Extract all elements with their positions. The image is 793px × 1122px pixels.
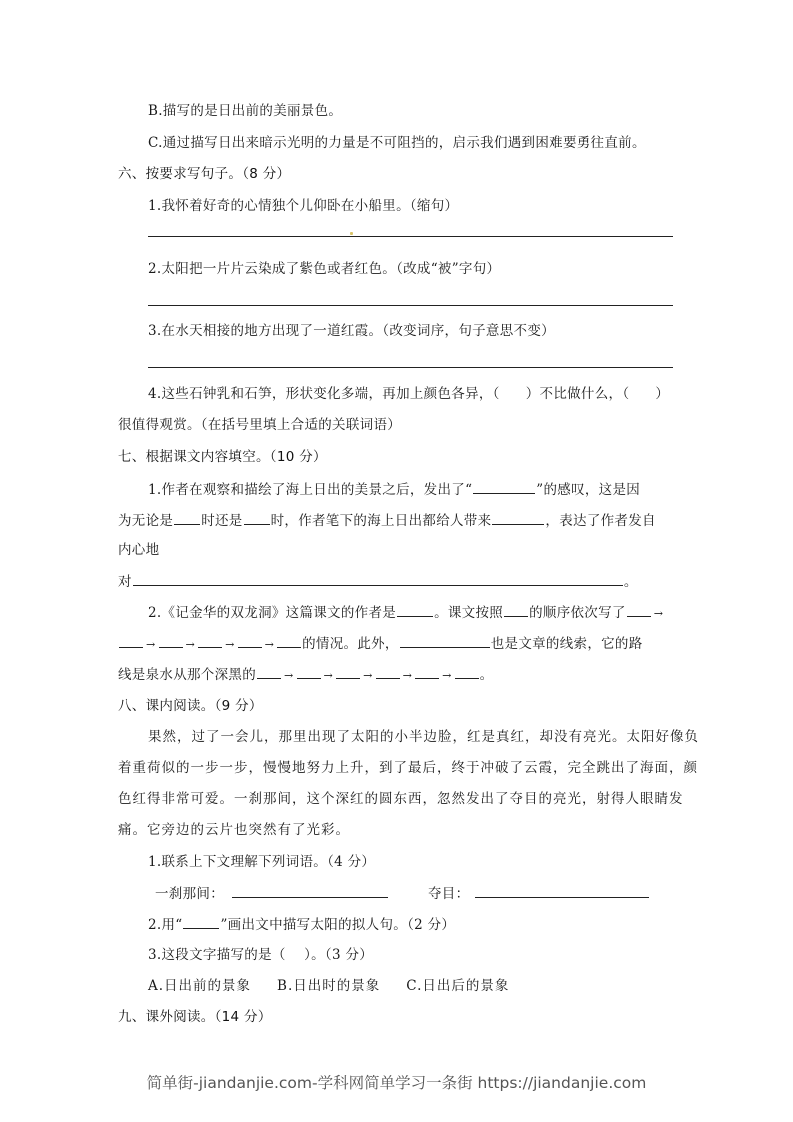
s7-q1-text-c: 为无论是 xyxy=(118,513,174,529)
s7-q2-text-g: 。 xyxy=(479,667,494,683)
arrow-icon: → xyxy=(284,669,294,682)
blank-route-4[interactable] xyxy=(376,665,400,679)
passage-line-3: 色红得非常可爱。一刹那间，这个深红的圆东西，忽然发出了夺目的亮光，射得人眼睛发 xyxy=(118,791,684,807)
passage-line-4: 痛。它旁边的云片也突然有了光彩。 xyxy=(118,822,350,838)
s8-q2-text-a: 2.用“ xyxy=(148,917,183,933)
blank-seq-4[interactable] xyxy=(198,634,222,648)
arrow-icon: → xyxy=(225,638,235,651)
s7-q1-text-a: 1.作者在观察和描绘了海上日出的美景之后，发出了“ xyxy=(148,482,473,498)
s6-item-4-line2: 很值得观赏。（在括号里填上合适的关联词语） xyxy=(118,417,402,433)
s7-q1-text-b: ”的感叹，这是因 xyxy=(536,482,641,498)
s6-item-4-text-c: ） xyxy=(655,386,670,402)
arrow-icon: → xyxy=(653,607,664,620)
s8-q1-term1-row xyxy=(155,884,389,903)
s7-q2-text-a: 2.《记金华的双龙洞》这篇课文的作者是 xyxy=(148,605,397,621)
blank-route-1[interactable] xyxy=(257,665,281,679)
blank-seq-5[interactable] xyxy=(238,634,262,648)
option-c: C.通过描写日出来暗示光明的力量是不可阻挡的，启示我们遇到困难要勇往直前。 xyxy=(148,135,646,151)
option-b: B.描写的是日出前的美丽景色。 xyxy=(148,103,343,119)
blank-exclamation[interactable] xyxy=(473,480,535,494)
arrow-icon: → xyxy=(442,669,452,682)
blank-route-6[interactable] xyxy=(455,665,479,679)
s7-q1-text-e: 时，作者笔下的海上日出都给人带来 xyxy=(270,513,492,529)
s7-q2-line1 xyxy=(148,603,665,623)
section-6-heading: 六、按要求写句子。（8 分） xyxy=(118,166,291,182)
s7-q1-line2 xyxy=(118,511,656,530)
arrow-icon: → xyxy=(402,669,413,682)
term-yichanajian: 一刹那间： xyxy=(155,886,224,902)
s8-q3: 3.这段文字描写的是（ ）。（3 分） xyxy=(148,947,374,963)
passage-line-2: 着重荷似的一步一步，慢慢地努力上升，到了最后，终于冲破了云霞，完全跳出了海面，颜 xyxy=(118,760,698,776)
arrow-icon: → xyxy=(323,669,334,682)
term-duomu: 夺目： xyxy=(428,886,470,902)
s7-q1-line3: 内心地 xyxy=(118,542,160,558)
stray-dot xyxy=(350,232,353,235)
s7-q2-text-b: 。课文按照 xyxy=(434,605,504,621)
arrow-icon: → xyxy=(185,638,196,651)
s6-item-1: 1.我怀着好奇的心情独个儿仰卧在小船里。（缩句） xyxy=(148,198,459,214)
s7-q1-line1 xyxy=(148,480,640,499)
blank-route-2[interactable] xyxy=(297,665,321,679)
underline-sample xyxy=(183,915,219,929)
answer-line-s6-3[interactable] xyxy=(148,367,673,368)
s6-item-3: 3.在水天相接的地方出现了一道红霞。（改变词序，句子意思不变） xyxy=(148,323,555,339)
s7-q1-text-h: 。 xyxy=(623,574,638,590)
footer-watermark: 简单街-jiandanjie.com-学科网简单学习一条街 https://jiandanjie.com xyxy=(146,1074,647,1092)
answer-line-s6-1[interactable] xyxy=(148,236,673,237)
s6-item-4-text-a: 4.这些石钟乳和石笋，形状变化多端，再加上颜色各异，（ xyxy=(148,386,500,402)
s7-q2-text-e: 也是文章的线索，它的路 xyxy=(490,636,643,652)
answer-line-s6-2[interactable] xyxy=(148,305,673,306)
option-b[interactable]: B.日出时的景象 xyxy=(277,978,381,994)
s8-q1: 1.联系上下文理解下列词语。（4 分） xyxy=(148,854,376,870)
option-a[interactable]: A.日出前的景象 xyxy=(148,978,252,994)
s7-q1-line4 xyxy=(118,572,638,591)
blank-route-5[interactable] xyxy=(415,665,439,679)
section-8-heading: 八、课内阅读。（9 分） xyxy=(118,698,263,714)
s7-q1-text-g: 对 xyxy=(118,574,132,590)
section-9-heading: 九、课外阅读。（14 分） xyxy=(118,1009,272,1025)
option-c[interactable]: C.日出后的景象 xyxy=(406,978,510,994)
blank-seq-3[interactable] xyxy=(159,634,183,648)
arrow-icon: → xyxy=(363,669,373,682)
s7-q2-line2 xyxy=(118,634,643,654)
section-7-heading: 七、根据课文内容填空。（10 分） xyxy=(118,449,327,465)
blank-route-3[interactable] xyxy=(336,665,360,679)
blank-time-2[interactable] xyxy=(244,511,270,525)
blank-author[interactable] xyxy=(397,603,433,617)
s7-q1-text-f: ，表达了作者发自 xyxy=(545,513,656,529)
s8-q2 xyxy=(148,915,455,934)
blank-seq-2[interactable] xyxy=(119,634,143,648)
s7-q2-line3 xyxy=(118,665,493,685)
arrow-icon: → xyxy=(264,638,275,651)
blank-seq-1[interactable] xyxy=(627,603,651,617)
blank-seq-6[interactable] xyxy=(277,634,301,648)
s7-q2-text-d: 的情况。此外， xyxy=(302,636,399,652)
s7-q1-text-d: 时还是 xyxy=(201,513,243,529)
s6-item-4-text-b: ）不比做什么，（ xyxy=(525,386,630,402)
s7-q2-text-f: 线是泉水从那个深黑的 xyxy=(118,667,256,683)
s8-q1-term2-row xyxy=(428,884,650,903)
answer-yichanajian[interactable] xyxy=(232,884,388,898)
s7-q2-text-c: 的顺序依次写了 xyxy=(529,605,626,621)
s6-item-4-line1 xyxy=(148,385,669,403)
answer-duomu[interactable] xyxy=(475,884,649,898)
blank-feeling[interactable] xyxy=(492,511,544,525)
arrow-icon: → xyxy=(146,638,156,651)
blank-order[interactable] xyxy=(504,603,528,617)
blank-long[interactable] xyxy=(133,572,623,586)
s8-q3-options xyxy=(148,977,509,995)
blank-time-1[interactable] xyxy=(174,511,200,525)
s6-item-2: 2.太阳把一片片云染成了紫色或者红色。（改成“被”字句） xyxy=(148,261,501,277)
s8-q2-text-b: ”画出文中描写太阳的拟人句。（2 分） xyxy=(220,917,456,933)
blank-clue[interactable] xyxy=(400,634,490,648)
passage-line-1: 果然，过了一会儿，那里出现了太阳的小半边脸，红是真红，却没有亮光。太阳好像负 xyxy=(148,729,699,745)
